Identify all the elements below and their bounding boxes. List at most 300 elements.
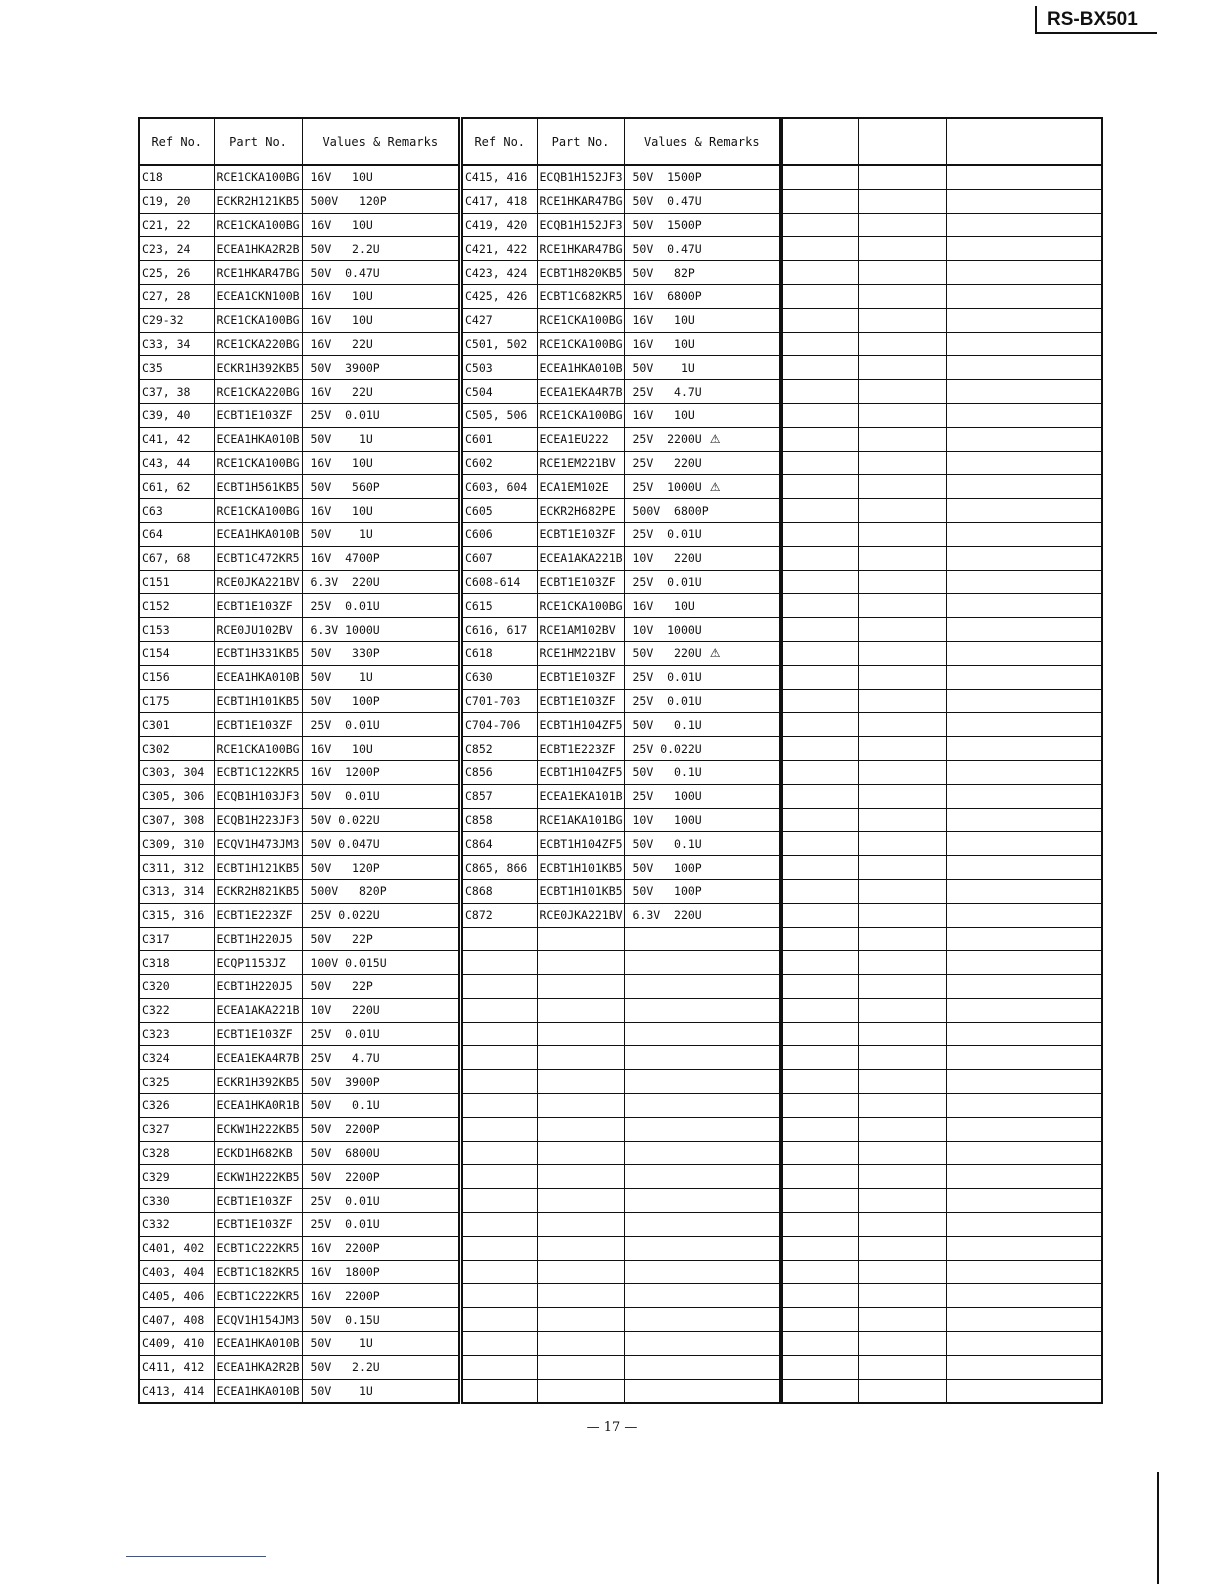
part-cell: ECEA1EU222 — [537, 427, 624, 451]
empty-cell — [782, 1332, 858, 1356]
value-text: 50V 3900P — [310, 360, 380, 375]
empty-cell — [537, 1070, 624, 1094]
value-text: 50V 1500P — [632, 217, 702, 232]
empty-cell — [782, 879, 858, 903]
safety-warning-icon: ⚠ — [709, 646, 721, 661]
value-text: 50V 0.47U — [632, 241, 702, 256]
empty-cell — [858, 451, 946, 475]
empty-cell — [537, 1355, 624, 1379]
value-cell — [302, 618, 459, 642]
value-text: 16V 10U — [310, 289, 373, 304]
table-row — [782, 808, 1102, 832]
part-cell: ECBT1H104ZF5 — [537, 832, 624, 856]
empty-cell — [462, 1141, 537, 1165]
part-cell: ECEA1AKA221B — [214, 998, 302, 1022]
table-row — [462, 832, 780, 856]
empty-cell — [624, 1046, 780, 1070]
empty-cell — [858, 546, 946, 570]
empty-cell — [462, 1260, 537, 1284]
empty-cell — [946, 570, 1102, 594]
empty-cell — [946, 689, 1102, 713]
value-cell — [624, 499, 780, 523]
empty-cell — [858, 856, 946, 880]
value-cell — [302, 1213, 459, 1237]
empty-cell — [782, 189, 858, 213]
table-row — [139, 475, 459, 499]
empty-cell — [462, 951, 537, 975]
empty-cell — [624, 1213, 780, 1237]
empty-cell — [462, 927, 537, 951]
empty-cell — [782, 998, 858, 1022]
value-cell — [302, 1022, 459, 1046]
table-row — [139, 427, 459, 451]
part-cell: ECBT1H101KB5 — [214, 689, 302, 713]
part-cell: RCE1CKA100BG — [214, 737, 302, 761]
value-text: 25V 0.01U — [310, 1217, 380, 1232]
part-cell: RCE1HKAR47BG — [214, 261, 302, 285]
table-row — [462, 618, 780, 642]
part-cell: ECKD1H682KB — [214, 1141, 302, 1165]
ref-cell: C67, 68 — [139, 546, 214, 570]
value-text: 50V 0.047U — [310, 836, 380, 851]
part-cell: RCE0JU102BV — [214, 618, 302, 642]
ref-cell: C864 — [462, 832, 537, 856]
table-row — [782, 879, 1102, 903]
ref-cell: C616, 617 — [462, 618, 537, 642]
value-cell — [302, 1379, 459, 1403]
table-row — [462, 1046, 780, 1070]
value-text: 25V 0.01U — [632, 527, 702, 542]
value-text: 16V 10U — [310, 217, 373, 232]
value-cell — [302, 737, 459, 761]
empty-cell — [858, 998, 946, 1022]
value-cell — [302, 665, 459, 689]
safety-warning-icon: ⚠ — [709, 432, 721, 447]
value-text: 100V 0.015U — [310, 955, 387, 970]
table-row — [782, 1094, 1102, 1118]
table-row — [782, 737, 1102, 761]
table-row — [462, 1379, 780, 1403]
ref-cell: C615 — [462, 594, 537, 618]
table-row — [782, 998, 1102, 1022]
table-row — [139, 332, 459, 356]
empty-cell — [782, 427, 858, 451]
part-cell: ECKR2H682PE — [537, 499, 624, 523]
part-cell: RCE1CKA220BG — [214, 380, 302, 404]
value-cell — [302, 332, 459, 356]
table-row — [782, 1332, 1102, 1356]
table-row — [462, 784, 780, 808]
empty-cell — [946, 546, 1102, 570]
value-cell — [302, 1332, 459, 1356]
empty-cell — [462, 1165, 537, 1189]
part-cell: ECEA1EKA101B — [537, 784, 624, 808]
empty-cell — [782, 784, 858, 808]
empty-cell — [782, 737, 858, 761]
value-text: 50V 330P — [310, 646, 380, 661]
empty-cell — [946, 832, 1102, 856]
empty-cell — [624, 1260, 780, 1284]
empty-cell — [858, 1213, 946, 1237]
value-cell — [624, 427, 780, 451]
table-row — [782, 380, 1102, 404]
empty-cell — [858, 213, 946, 237]
value-cell — [302, 879, 459, 903]
value-text: 50V 0.15U — [310, 1312, 380, 1327]
value-text: 16V 10U — [310, 741, 373, 756]
table-row — [139, 1046, 459, 1070]
ref-cell: C27, 28 — [139, 284, 214, 308]
empty-cell — [462, 1189, 537, 1213]
table-row — [462, 261, 780, 285]
ref-cell: C175 — [139, 689, 214, 713]
table-row — [782, 1308, 1102, 1332]
ref-cell: C35 — [139, 356, 214, 380]
table-row — [782, 760, 1102, 784]
ref-cell: C413, 414 — [139, 1379, 214, 1403]
value-text: 25V 4.7U — [632, 384, 702, 399]
empty-cell — [946, 618, 1102, 642]
empty-cell — [782, 1308, 858, 1332]
table-row — [782, 618, 1102, 642]
table-row — [462, 1236, 780, 1260]
value-text: 16V 10U — [310, 313, 373, 328]
value-cell — [624, 689, 780, 713]
table-row — [462, 570, 780, 594]
empty-cell — [624, 927, 780, 951]
value-text: 50V 82P — [632, 265, 695, 280]
part-cell: RCE1CKA100BG — [214, 213, 302, 237]
page-edge-mark — [1157, 1472, 1159, 1584]
ref-cell: C501, 502 — [462, 332, 537, 356]
empty-cell — [462, 1379, 537, 1403]
value-text: 50V 1U — [310, 1384, 373, 1399]
table-row — [139, 1189, 459, 1213]
table-row — [139, 570, 459, 594]
value-text: 10V 220U — [310, 1003, 380, 1018]
part-cell: ECBT1H220J5 — [214, 927, 302, 951]
table-row — [139, 594, 459, 618]
empty-cell — [946, 975, 1102, 999]
ref-cell: C504 — [462, 380, 537, 404]
value-cell — [302, 784, 459, 808]
table-row — [462, 284, 780, 308]
empty-cell — [858, 951, 946, 975]
empty-cell — [782, 1189, 858, 1213]
value-text: 50V 1U — [310, 432, 373, 447]
empty-cell — [858, 1355, 946, 1379]
empty-cell — [858, 189, 946, 213]
empty-cell — [537, 1332, 624, 1356]
ref-cell: C311, 312 — [139, 856, 214, 880]
value-cell — [302, 189, 459, 213]
empty-cell — [946, 1236, 1102, 1260]
ref-cell: C505, 506 — [462, 403, 537, 427]
empty-cell — [858, 1117, 946, 1141]
table-row — [462, 1213, 780, 1237]
value-cell — [302, 927, 459, 951]
value-text: 50V 0.01U — [310, 789, 380, 804]
empty-cell — [782, 1355, 858, 1379]
empty-cell — [946, 808, 1102, 832]
table-row — [782, 1022, 1102, 1046]
empty-cell — [858, 1260, 946, 1284]
ref-cell: C29-32 — [139, 308, 214, 332]
value-cell — [624, 380, 780, 404]
table-row — [139, 1379, 459, 1403]
table-row — [462, 380, 780, 404]
table-row — [462, 213, 780, 237]
part-cell: ECBT1C222KR5 — [214, 1236, 302, 1260]
ref-cell: C302 — [139, 737, 214, 761]
table-row — [139, 237, 459, 261]
empty-cell — [946, 760, 1102, 784]
empty-cell — [624, 1355, 780, 1379]
value-cell — [624, 618, 780, 642]
empty-cell — [782, 499, 858, 523]
table-row — [782, 1141, 1102, 1165]
value-cell — [624, 665, 780, 689]
value-cell — [302, 975, 459, 999]
empty-cell — [946, 713, 1102, 737]
table-row — [782, 427, 1102, 451]
value-cell — [624, 879, 780, 903]
ref-cell: C307, 308 — [139, 808, 214, 832]
value-text: 50V 0.1U — [632, 765, 702, 780]
empty-cell — [946, 237, 1102, 261]
empty-cell — [946, 1355, 1102, 1379]
value-text: 16V 1200P — [310, 765, 380, 780]
empty-cell — [462, 998, 537, 1022]
empty-cell — [858, 380, 946, 404]
ref-cell: C37, 38 — [139, 380, 214, 404]
empty-cell — [782, 760, 858, 784]
ref-cell: C327 — [139, 1117, 214, 1141]
empty-cell — [858, 927, 946, 951]
table-row — [139, 308, 459, 332]
empty-cell — [537, 1117, 624, 1141]
part-cell: ECBT1E103ZF — [537, 522, 624, 546]
value-text: 50V 6800U — [310, 1146, 380, 1161]
empty-cell — [946, 1379, 1102, 1403]
empty-cell — [537, 998, 624, 1022]
table-row — [139, 856, 459, 880]
part-cell: RCE1CKA100BG — [537, 308, 624, 332]
part-cell: ECBT1E103ZF — [214, 594, 302, 618]
part-cell: ECEA1HKA2R2B — [214, 237, 302, 261]
value-cell — [302, 1284, 459, 1308]
table-row — [139, 284, 459, 308]
table-row — [139, 784, 459, 808]
empty-cell — [946, 998, 1102, 1022]
part-cell: RCE1CKA100BG — [214, 308, 302, 332]
table-row — [139, 689, 459, 713]
empty-cell — [946, 403, 1102, 427]
ref-cell: C154 — [139, 641, 214, 665]
part-cell: ECBT1E103ZF — [214, 1189, 302, 1213]
empty-cell — [782, 1236, 858, 1260]
table-row — [139, 499, 459, 523]
empty-cell — [782, 689, 858, 713]
parts-table-middle — [461, 117, 781, 1404]
part-cell: RCE1CKA100BG — [214, 451, 302, 475]
part-cell: RCE1CKA100BG — [537, 403, 624, 427]
table-row — [462, 237, 780, 261]
table-row — [462, 1332, 780, 1356]
ref-cell: C417, 418 — [462, 189, 537, 213]
ref-cell: C18 — [139, 165, 214, 189]
empty-cell — [782, 927, 858, 951]
empty-cell — [782, 713, 858, 737]
empty-cell — [946, 1260, 1102, 1284]
empty-cell — [946, 1070, 1102, 1094]
value-cell — [302, 998, 459, 1022]
value-text: 50V 1U — [310, 670, 373, 685]
ref-cell: C332 — [139, 1213, 214, 1237]
table-row — [139, 1141, 459, 1165]
table-row — [139, 665, 459, 689]
empty-cell — [537, 1236, 624, 1260]
empty-cell — [858, 1379, 946, 1403]
table-row — [462, 760, 780, 784]
table-row — [139, 261, 459, 285]
table-row — [139, 403, 459, 427]
ref-cell: C607 — [462, 546, 537, 570]
empty-cell — [946, 165, 1102, 189]
part-cell: ECQB1H152JF3 — [537, 213, 624, 237]
parts-table-left — [138, 117, 460, 1404]
empty-cell — [858, 594, 946, 618]
empty-cell — [624, 998, 780, 1022]
empty-cell — [462, 1070, 537, 1094]
value-cell — [302, 213, 459, 237]
table-row — [139, 451, 459, 475]
value-cell — [302, 522, 459, 546]
empty-cell — [537, 1260, 624, 1284]
part-header: Part No. — [214, 118, 302, 165]
table-row — [462, 689, 780, 713]
part-cell: ECEA1HKA010B — [214, 665, 302, 689]
value-text: 50V 0.1U — [310, 1098, 380, 1113]
table-row — [139, 1332, 459, 1356]
ref-cell: C317 — [139, 927, 214, 951]
part-cell: ECEA1CKN100B — [214, 284, 302, 308]
table-row — [462, 1260, 780, 1284]
ref-cell: C315, 316 — [139, 903, 214, 927]
table-row — [139, 1236, 459, 1260]
table-row — [139, 165, 459, 189]
ref-cell: C151 — [139, 570, 214, 594]
empty-cell — [624, 951, 780, 975]
empty-cell — [624, 1284, 780, 1308]
value-cell — [624, 570, 780, 594]
empty-cell — [946, 1022, 1102, 1046]
value-cell — [302, 808, 459, 832]
table-row — [782, 1355, 1102, 1379]
ref-cell: C323 — [139, 1022, 214, 1046]
ref-cell: C39, 40 — [139, 403, 214, 427]
empty-cell — [858, 427, 946, 451]
value-text: 50V 2.2U — [310, 241, 380, 256]
empty-cell — [624, 1094, 780, 1118]
ref-cell: C305, 306 — [139, 784, 214, 808]
empty-cell — [858, 356, 946, 380]
part-cell: RCE1HKAR47BG — [537, 237, 624, 261]
value-cell — [624, 546, 780, 570]
table-row — [782, 332, 1102, 356]
table-row — [782, 403, 1102, 427]
value-text: 50V 22P — [310, 979, 373, 994]
value-cell — [624, 641, 780, 665]
empty-cell — [946, 427, 1102, 451]
part-cell: ECBT1E103ZF — [537, 570, 624, 594]
empty-cell — [624, 1236, 780, 1260]
ref-cell: C41, 42 — [139, 427, 214, 451]
ref-cell: C601 — [462, 427, 537, 451]
part-cell: ECBT1C122KR5 — [214, 760, 302, 784]
empty-cell — [858, 1332, 946, 1356]
value-text: 16V 10U — [310, 455, 373, 470]
part-cell: ECBT1H561KB5 — [214, 475, 302, 499]
value-text: 16V 1800P — [310, 1265, 380, 1280]
part-cell: ECBT1H820KB5 — [537, 261, 624, 285]
value-text: 25V 100U — [632, 789, 702, 804]
table-row — [782, 475, 1102, 499]
value-cell — [302, 475, 459, 499]
empty-cell — [782, 403, 858, 427]
table-row — [782, 832, 1102, 856]
empty-cell — [462, 1284, 537, 1308]
empty-cell — [537, 1165, 624, 1189]
empty-cell — [858, 332, 946, 356]
empty-cell — [782, 641, 858, 665]
empty-cell — [782, 213, 858, 237]
empty-cell — [782, 522, 858, 546]
empty-cell — [858, 1308, 946, 1332]
table-row — [462, 1308, 780, 1332]
value-text: 16V 22U — [310, 336, 373, 351]
value-cell — [624, 713, 780, 737]
empty-cell — [782, 594, 858, 618]
value-text: 50V 100P — [632, 860, 702, 875]
table-row — [139, 641, 459, 665]
table-row — [462, 856, 780, 880]
empty-cell — [462, 1022, 537, 1046]
value-cell — [624, 760, 780, 784]
ref-cell: C868 — [462, 879, 537, 903]
empty-cell — [858, 1236, 946, 1260]
empty-cell — [624, 1141, 780, 1165]
empty-cell — [782, 1284, 858, 1308]
empty-cell — [946, 665, 1102, 689]
empty-cell — [946, 475, 1102, 499]
empty-cell — [858, 570, 946, 594]
empty-cell — [537, 1046, 624, 1070]
value-text: 25V 220U — [632, 455, 702, 470]
value-text: 25V 0.01U — [632, 574, 702, 589]
table-row — [462, 1355, 780, 1379]
part-cell: RCE0JKA221BV — [214, 570, 302, 594]
value-cell — [302, 356, 459, 380]
empty-cell — [537, 1141, 624, 1165]
ref-cell: C324 — [139, 1046, 214, 1070]
table-row — [462, 356, 780, 380]
table-row — [462, 665, 780, 689]
part-cell: ECBT1E103ZF — [537, 665, 624, 689]
value-cell — [302, 832, 459, 856]
table-row — [782, 1165, 1102, 1189]
ref-cell: C603, 604 — [462, 475, 537, 499]
